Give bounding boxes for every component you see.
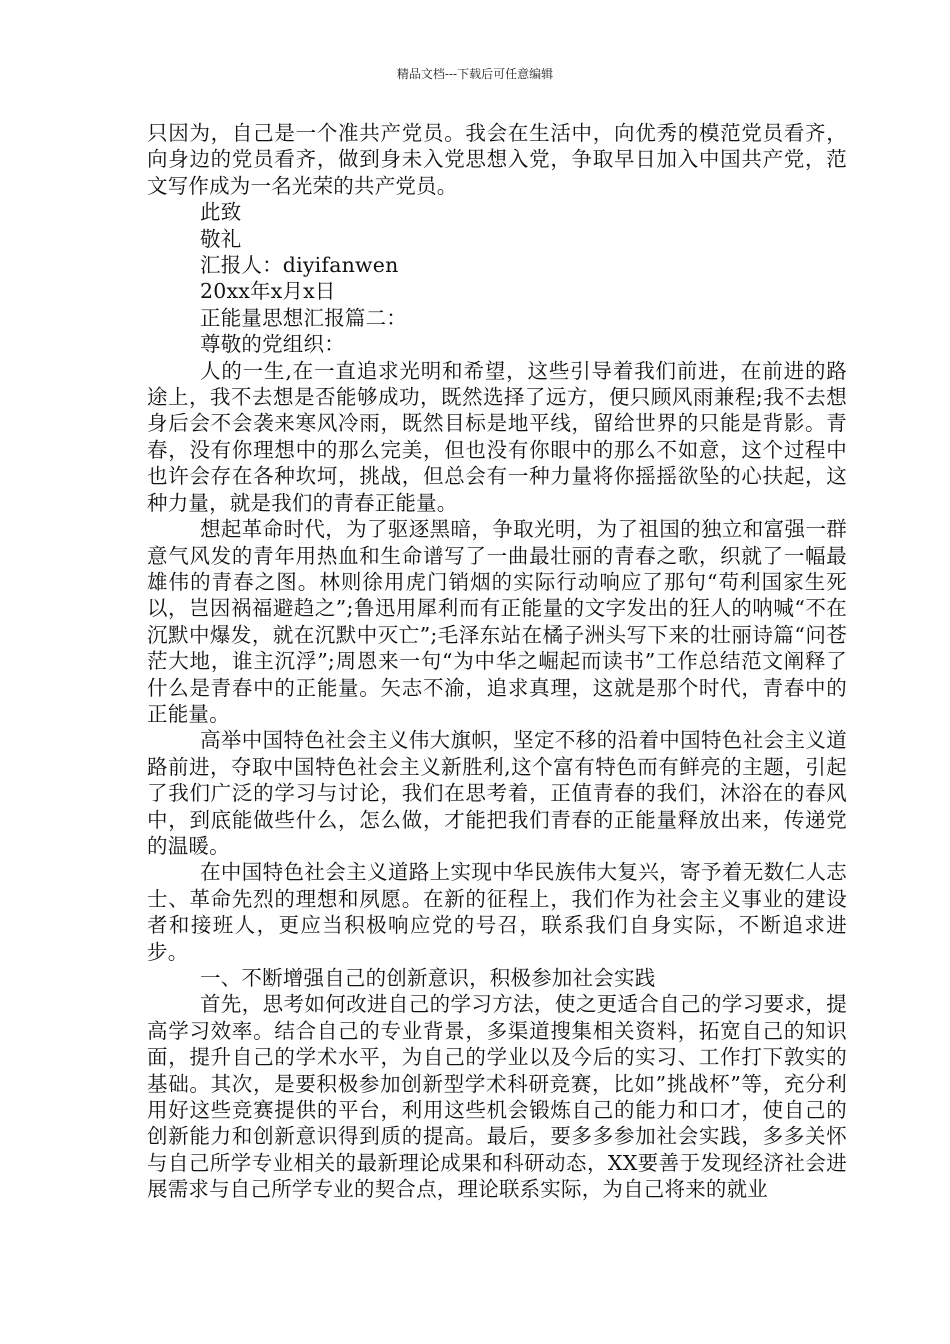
paragraph: 想起革命时代，为了驱逐黑暗，争取光明，为了祖国的独立和富强一群意气风发的青年用热血和生命谱写了一曲最壮丽的青春之歌，织就了一幅最雄伟的青春之图。林则徐用虎门销烟的实际行动响应了那句“苟利国家生死以，岂因祸福避趋之”;鲁迅用犀利而有正能量的文字发出的狂人的呐喊“不在沉默中爆发，就在沉默中灭亡”;毛泽东站在橘子洲头写下来的壮丽诗篇“问苍茫大地，谁主沉浮”;周恩来一句“为中华之崛起而读书”工作总结范文阐释了什么是青春中的正能量。矢志不渝，追求真理，这就是那个时代，青春中的正能量。 — [147, 517, 847, 726]
paragraph: 只因为，自己是一个准共产党员。我会在生活中，向优秀的模范党员看齐，向身边的党员看齐，做到身未入党思想入党，争取早日加入中国共产党，范文写作成为一名光荣的共产党员。 — [147, 121, 847, 198]
closing-line: 敬礼 — [200, 226, 242, 251]
paragraph: 首先，思考如何改进自己的学习方法，使之更适合自己的学习要求，提高学习效率。结合自己的专业背景，多渠道搜集相关资料，拓宽自己的知识面，提升自己的学术水平，为自己的学业以及今后的实习、工作打下敦实的基础。其次，是要积极参加创新型学术科研竞赛，比如”挑战杯”等，充分利用好这些竞赛提供的平台，利用这些机会锻炼自己的能力和口才，使自己的创新能力和创新意识得到质的提高。最后，要多多参加社会实践，多多关怀与自己所学专业相关的最新理论成果和科研动态，XX要善于发现经济社会进展需求与自己所学专业的契合点，理论联系实际，为自己将来的就业 — [147, 992, 847, 1202]
salutation: 尊敬的党组织： — [200, 332, 345, 357]
paragraph: 高举中国特色社会主义伟大旗帜，坚定不移的沿着中国特色社会主义道路前进，夺取中国特色社会主义新胜利,这个富有特色而有鲜亮的主题，引起了我们广泛的学习与讨论，我们在思考着，正值青春的我们，沐浴在的春风中，到底能做些什么，怎么做，才能把我们青春的正能量释放出来，传递党的温暖。 — [147, 728, 847, 858]
document-body — [147, 120, 847, 1203]
date-line: 20xx年x月x日 — [200, 279, 336, 304]
page-header: 精品文档---下载后可任意编辑 — [396, 67, 554, 81]
paragraph: 人的一生,在一直追求光明和希望，这些引导着我们前进，在前进的路途上，我不去想是否能够成功，既然选择了远方，便只顾风雨兼程;我不去想身后会不会袭来寒风冷雨，既然目标是地平线，留给世界的只能是背影。青春，没有你理想中的那么完美，但也没有你眼中的那么不如意，这个过程中也许会存在各种坎坷，挑战，但总会有一种力量将你摇摇欲坠的心扶起，这种力量，就是我们的青春正能量。 — [147, 358, 847, 515]
closing-line: 此致 — [200, 200, 242, 225]
section-title: 正能量思想汇报篇二： — [200, 305, 407, 330]
subheading: 一、不断增强自己的创新意识，积极参加社会实践 — [200, 966, 656, 990]
reporter-line: 汇报人：diyifanwen — [200, 253, 399, 278]
paragraph: 在中国特色社会主义道路上实现中华民族伟大复兴，寄予着无数仁人志士、革命先烈的理想和夙愿。在新的征程上，我们作为社会主义事业的建设者和接班人，更应当积极响应党的号召，联系我们自身实际，不断追求进步。 — [147, 860, 847, 964]
